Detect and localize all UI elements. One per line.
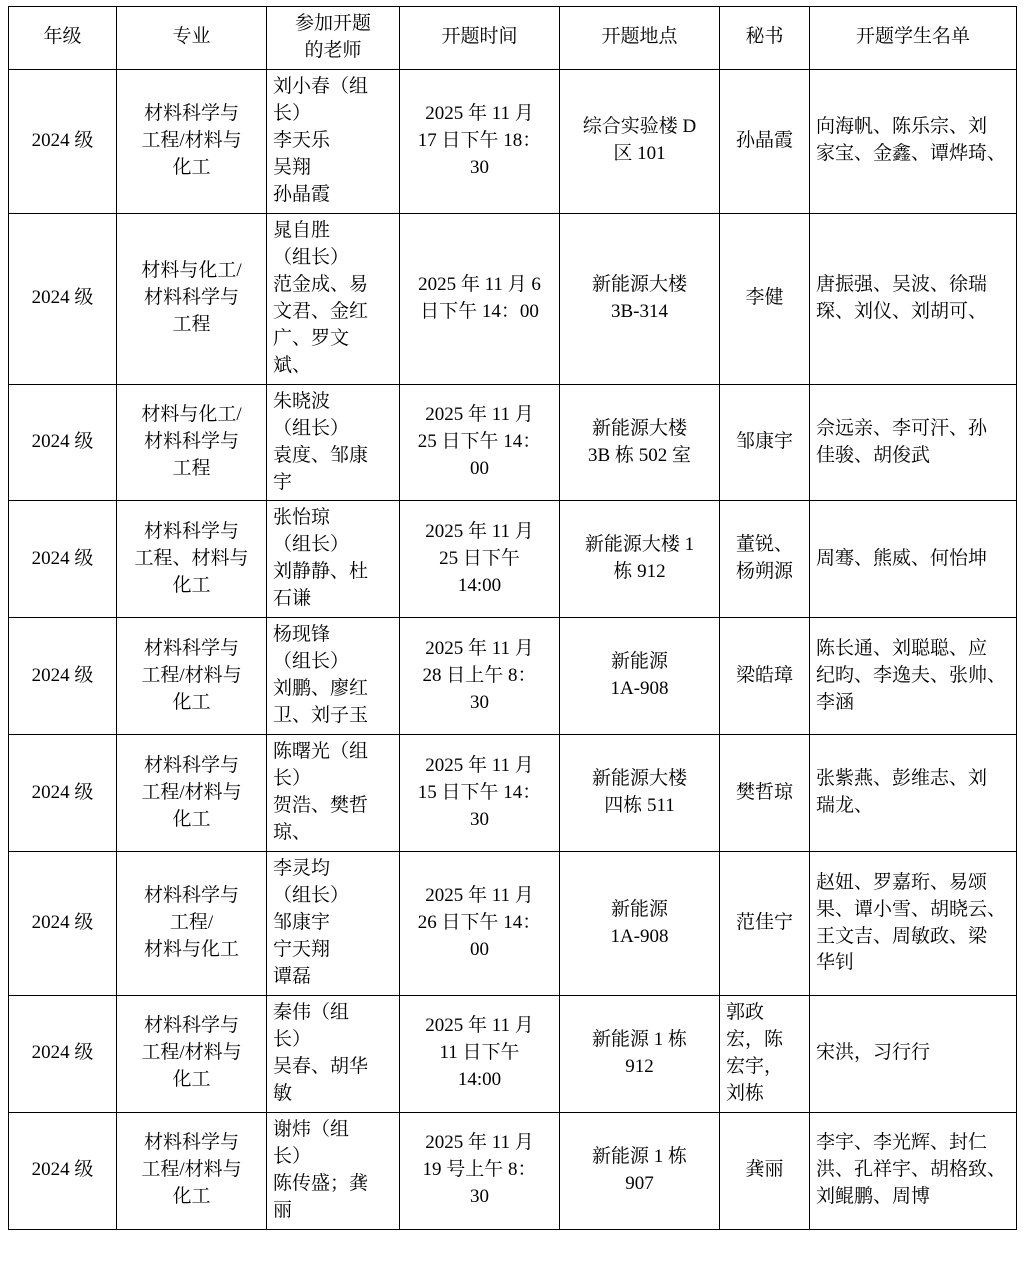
table-row bbox=[9, 213, 1017, 384]
cell-major: 材料科学与 工程/材料与 化工 bbox=[117, 1112, 267, 1229]
column-header-teachers-line1: 参加开题 bbox=[294, 13, 371, 34]
column-header-secretary: 秘书 bbox=[720, 7, 810, 70]
table-row bbox=[9, 69, 1017, 213]
table-row bbox=[9, 852, 1017, 996]
cell-teachers: 陈曙光（组 长） 贺浩、樊哲 琼、 bbox=[267, 735, 400, 852]
cell-grade: 2024 级 bbox=[9, 1112, 117, 1229]
cell-major: 材料与化工/ 材料科学与 工程 bbox=[117, 213, 267, 384]
cell-place: 新能源大楼 3B-314 bbox=[560, 213, 720, 384]
cell-time: 2025 年 11 月 17 日下午 18： 30 bbox=[400, 69, 560, 213]
cell-teachers: 李灵均 （组长） 邹康宇 宁天翔 谭磊 bbox=[267, 852, 400, 996]
cell-students: 李宇、李光辉、封仁 洪、孔祥宇、胡格致、 刘鲲鹏、周博 bbox=[810, 1112, 1017, 1229]
cell-students: 陈长通、刘聪聪、应 纪昀、李逸夫、张帅、 李涵 bbox=[810, 618, 1017, 735]
cell-students: 张紫燕、彭维志、刘 瑞龙、 bbox=[810, 735, 1017, 852]
cell-major: 材料科学与 工程、材料与 化工 bbox=[117, 501, 267, 618]
cell-secretary: 梁皓璋 bbox=[720, 618, 810, 735]
table-row bbox=[9, 501, 1017, 618]
cell-place: 新能源 1A-908 bbox=[560, 618, 720, 735]
cell-teachers: 谢炜（组 长） 陈传盛；龚 丽 bbox=[267, 1112, 400, 1229]
cell-major: 材料科学与 工程/材料与 化工 bbox=[117, 69, 267, 213]
table-row bbox=[9, 618, 1017, 735]
cell-grade: 2024 级 bbox=[9, 213, 117, 384]
column-header-teachers-line2: 的老师 bbox=[304, 39, 362, 61]
cell-students: 佘远亲、李可汗、孙 佳骏、胡俊武 bbox=[810, 384, 1017, 501]
cell-major: 材料科学与 工程/材料与 化工 bbox=[117, 735, 267, 852]
cell-secretary: 董锐、 杨朔源 bbox=[720, 501, 810, 618]
cell-time: 2025 年 11 月 28 日上午 8： 30 bbox=[400, 618, 560, 735]
cell-grade: 2024 级 bbox=[9, 618, 117, 735]
table-body bbox=[9, 69, 1017, 1229]
column-header-place: 开题地点 bbox=[560, 7, 720, 70]
cell-place: 综合实验楼 D 区 101 bbox=[560, 69, 720, 213]
cell-secretary: 郭政 宏，陈 宏宇， 刘栋 bbox=[720, 995, 810, 1112]
cell-secretary: 孙晶霞 bbox=[720, 69, 810, 213]
table-head bbox=[9, 7, 1017, 70]
cell-teachers: 朱晓波 （组长） 袁度、邹康 宇 bbox=[267, 384, 400, 501]
cell-time: 2025 年 11 月 25 日下午 14： 00 bbox=[400, 384, 560, 501]
cell-students: 向海帆、陈乐宗、刘 家宝、金鑫、谭烨琦、 bbox=[810, 69, 1017, 213]
cell-major: 材料科学与 工程/材料与 化工 bbox=[117, 995, 267, 1112]
table-header-row bbox=[9, 7, 1017, 70]
opening-report-table bbox=[8, 6, 1017, 1230]
cell-time: 2025 年 11 月 19 号上午 8： 30 bbox=[400, 1112, 560, 1229]
column-header-time: 开题时间 bbox=[400, 7, 560, 70]
table-row bbox=[9, 735, 1017, 852]
cell-secretary: 李健 bbox=[720, 213, 810, 384]
cell-students: 赵妞、罗嘉珩、易颂 果、谭小雪、胡晓云、 王文吉、周敏政、梁 华钊 bbox=[810, 852, 1017, 996]
cell-grade: 2024 级 bbox=[9, 995, 117, 1112]
cell-grade: 2024 级 bbox=[9, 735, 117, 852]
cell-place: 新能源大楼 1 栋 912 bbox=[560, 501, 720, 618]
cell-major: 材料科学与 工程/材料与 化工 bbox=[117, 618, 267, 735]
column-header-students: 开题学生名单 bbox=[810, 7, 1017, 70]
column-header-major: 专业 bbox=[117, 7, 267, 70]
cell-grade: 2024 级 bbox=[9, 384, 117, 501]
cell-grade: 2024 级 bbox=[9, 501, 117, 618]
cell-place: 新能源 1 栋 907 bbox=[560, 1112, 720, 1229]
cell-students: 周骞、熊威、何怡坤 bbox=[810, 501, 1017, 618]
table-row bbox=[9, 384, 1017, 501]
cell-students: 唐振强、吴波、徐瑞 琛、刘仪、刘胡可、 bbox=[810, 213, 1017, 384]
cell-secretary: 龚丽 bbox=[720, 1112, 810, 1229]
cell-teachers: 晁自胜 （组长） 范金成、易 文君、金红 广、罗文 斌、 bbox=[267, 213, 400, 384]
cell-grade: 2024 级 bbox=[9, 69, 117, 213]
cell-teachers: 杨现锋 （组长） 刘鹏、廖红 卫、刘子玉 bbox=[267, 618, 400, 735]
cell-time: 2025 年 11 月 25 日下午 14:00 bbox=[400, 501, 560, 618]
table-row bbox=[9, 1112, 1017, 1229]
cell-time: 2025 年 11 月 15 日下午 14： 30 bbox=[400, 735, 560, 852]
cell-major: 材料与化工/ 材料科学与 工程 bbox=[117, 384, 267, 501]
cell-secretary: 范佳宁 bbox=[720, 852, 810, 996]
cell-secretary: 邹康宇 bbox=[720, 384, 810, 501]
cell-students: 宋洪，习行行 bbox=[810, 995, 1017, 1112]
cell-time: 2025 年 11 月 11 日下午 14:00 bbox=[400, 995, 560, 1112]
cell-grade: 2024 级 bbox=[9, 852, 117, 996]
cell-place: 新能源大楼 3B 栋 502 室 bbox=[560, 384, 720, 501]
table-row bbox=[9, 995, 1017, 1112]
column-header-grade: 年级 bbox=[9, 7, 117, 70]
cell-major: 材料科学与 工程/ 材料与化工 bbox=[117, 852, 267, 996]
cell-teachers: 刘小春（组 长） 李天乐 吴翔 孙晶霞 bbox=[267, 69, 400, 213]
cell-time: 2025 年 11 月 6 日下午 14：00 bbox=[400, 213, 560, 384]
cell-place: 新能源大楼 四栋 511 bbox=[560, 735, 720, 852]
cell-teachers: 张怡琼 （组长） 刘静静、杜 石谦 bbox=[267, 501, 400, 618]
cell-place: 新能源 1A-908 bbox=[560, 852, 720, 996]
cell-teachers: 秦伟（组 长） 吴春、胡华 敏 bbox=[267, 995, 400, 1112]
cell-secretary: 樊哲琼 bbox=[720, 735, 810, 852]
column-header-teachers bbox=[267, 7, 400, 70]
cell-place: 新能源 1 栋 912 bbox=[560, 995, 720, 1112]
cell-time: 2025 年 11 月 26 日下午 14： 00 bbox=[400, 852, 560, 996]
